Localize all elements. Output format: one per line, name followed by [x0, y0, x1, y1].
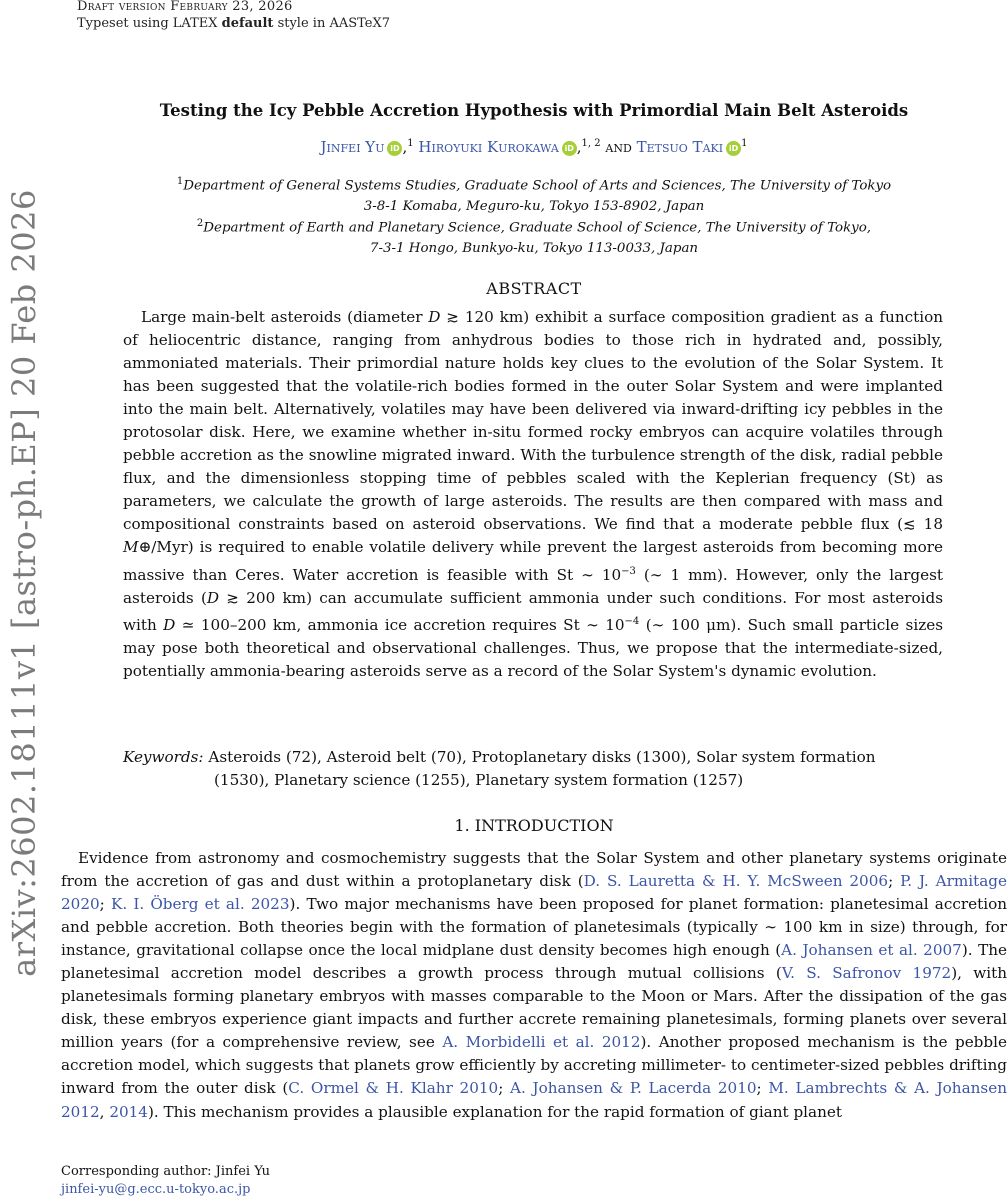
abstract-heading: ABSTRACT: [486, 279, 582, 298]
corresponding-author-footnote: Corresponding author: Jinfei Yu jinfei-yu@g.ecc.u-tokyo.ac.jp: [61, 1164, 271, 1197]
author-link-yu[interactable]: Jinfei Yu: [320, 138, 385, 156]
citation-link[interactable]: M. Lambrechts & A. Johansen 2012: [61, 1079, 1007, 1121]
affiliation-1: $^1$Department of General Systems Studies, Graduate School of Arts and Sciences, The University of Tokyo 3-8-1 Komaba, Meguro-ku, Tokyo 153-8902, Japan: [176, 176, 892, 215]
introduction-body: Evidence from astronomy and cosmochemistry suggests that the Solar System and other planetary systems originate from the accretion of gas and dust within a protoplanetary disk (D. S. Lauretta & H. Y. McSween 2006; P. J. Armitage 2020; K. I. Öberg et al. 2023). Two major mechanisms have been proposed for planet formation: planetesimal accretion and pebble accretion. Both theories begin with the formation of planetesimals (typically ∼ 100 km in size) through, for instance, gravitational collapse once the local midplane dust density becomes high enough (A. Johansen et al. 2007). The planetesimal accretion model describes a growth process through mutual collisions (V. S. Safronov 1972), with planetesimals forming planetary embryos with masses comparable to the Moon or Mars. After the dissipation of the gas disk, these embryos experience giant impacts and further accrete remaining planetesimals, forming planets over several million years (for a comprehensive review, see A. Morbidelli et al. 2012). Another proposed mechanism is the pebble accretion model, which suggests that planets grow efficiently by accreting millimeter- to centimeter-sized pebbles drifting inward from the outer disk (C. Ormel & H. Klahr 2010; A. Johansen & P. Lacerda 2010; M. Lambrechts & A. Johansen 2012, 2014). This mechanism provides a plausible explanation for the rapid formation of giant planet: [61, 849, 1008, 1121]
draft-version-line: Draft version February 23, 2026: [77, 0, 293, 14]
citation-link[interactable]: 2014: [109, 1102, 148, 1121]
citation-link[interactable]: V. S. Safronov 1972: [781, 964, 952, 983]
citation-link[interactable]: A. Johansen & P. Lacerda 2010: [510, 1079, 757, 1098]
abstract-body: Large main-belt asteroids (diameter D ≳ 120 km) exhibit a surface composition gradient as a function of heliocentric distance, ranging from anhydrous bodies to those rich in hydrated and, possibly, ammoniated materials. Their primordial nature holds key clues to the evolution of the Solar System. It has been suggested that the volatile-rich bodies formed in the outer Solar System and were implanted into the main belt. Alternatively, volatiles may have been delivered via inward-drifting icy pebbles in the protosolar disk. Here, we examine whether in-situ formed rocky embryos can acquire volatiles through pebble accretion as the snowline migrated inward. With the turbulence strength of the disk, radial pebble flux, and the dimensionless stopping time of pebbles scaled with the Keplerian frequency (St) as parameters, we calculate the growth of large asteroids. The results are then compared with mass and compositional constraints based on asteroid observations. We find that a moderate pebble flux (≲ 18 M⊕/Myr) is required to enable volatile delivery while prevent the largest asteroids from becoming more massive than Ceres. Water accretion is feasible with St ∼ $10^{-3}$ (∼ 1 mm). However, only the largest asteroids (D ≳ 200 km) can accumulate sufficient ammonia under such conditions. For most asteroids with D ≃ 100–200 km, ammonia ice accretion requires St ∼ $10^{-4}$ (∼ 100 μm). Such small particle sizes may pose both theoretical and observational challenges. Thus, we propose that the intermediate-sized, potentially ammonia-bearing asteroids serve as a record of the Solar System's dynamic evolution.: [123, 308, 943, 680]
citation-link[interactable]: K. I. Öberg et al. 2023: [110, 895, 290, 914]
paper-title: Testing the Icy Pebble Accretion Hypothesis with Primordial Main Belt Asteroids: [159, 101, 909, 120]
author-list: Jinfei Yu iD ,$^1$ Hiroyuki Kurokawa iD ,$^{1, 2}$ and Tetsuo Taki iD $^1$: [320, 138, 748, 156]
arxiv-identifier-stamp: arXiv:2602.18111v1 [astro-ph.EP] 20 Feb 2026: [5, 189, 43, 977]
author-link-kurokawa[interactable]: Hiroyuki Kurokawa: [418, 138, 559, 156]
email-link[interactable]: jinfei-yu@g.ecc.u-tokyo.ac.jp: [61, 1182, 251, 1197]
citation-link[interactable]: A. Morbidelli et al. 2012: [442, 1033, 641, 1052]
latex-logo: LATEX: [172, 16, 218, 31]
keywords: Keywords: Asteroids (72), Asteroid belt (70), Protoplanetary disks (1300), Solar system formation (1530), Planetary science (1255), Planetary system formation (1257): [123, 748, 876, 789]
orcid-icon[interactable]: iD: [726, 141, 741, 156]
section-heading-introduction: 1. INTRODUCTION: [454, 816, 614, 835]
citation-link[interactable]: D. S. Lauretta & H. Y. McSween 2006: [583, 872, 889, 891]
typeset-line: Typeset using LATEX default style in AASTeX7: [77, 16, 391, 31]
citation-link[interactable]: C. Ormel & H. Klahr 2010: [288, 1079, 499, 1098]
citation-link[interactable]: A. Johansen et al. 2007: [781, 941, 962, 960]
citation-link[interactable]: P. J. Armitage 2020: [61, 872, 1008, 914]
author-link-taki[interactable]: Tetsuo Taki: [636, 138, 724, 156]
affiliation-2: $^2$Department of Earth and Planetary Science, Graduate School of Science, The University of Tokyo, 7-3-1 Hongo, Bunkyo-ku, Tokyo 113-0033, Japan: [196, 218, 872, 257]
orcid-icon[interactable]: iD: [387, 141, 402, 156]
orcid-icon[interactable]: iD: [562, 141, 577, 156]
